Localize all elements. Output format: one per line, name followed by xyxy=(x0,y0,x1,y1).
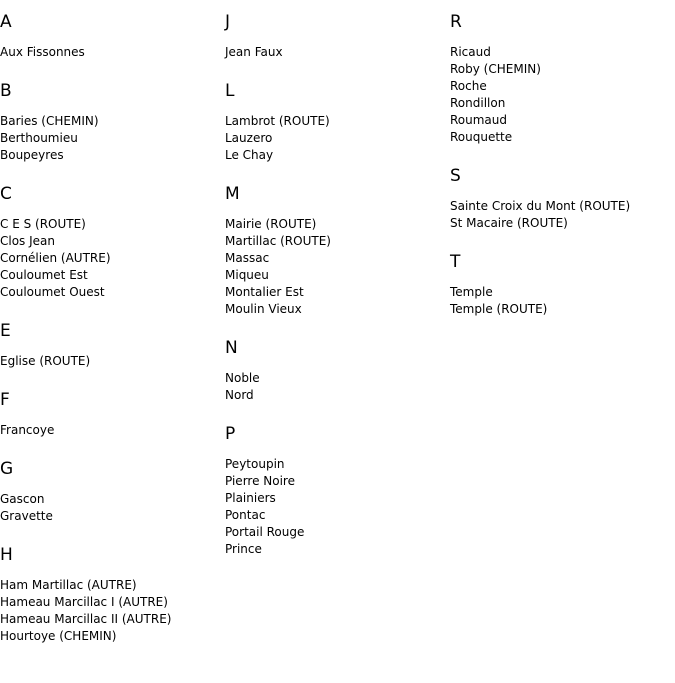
street-link[interactable]: Lauzero xyxy=(225,131,273,145)
letter-heading: E xyxy=(0,321,11,341)
index-column xyxy=(225,12,445,578)
letter-group xyxy=(450,12,670,146)
letter-group xyxy=(0,184,220,301)
street-link[interactable]: Moulin Vieux xyxy=(225,302,302,316)
letter-heading: A xyxy=(0,12,12,32)
street-link[interactable]: Noble xyxy=(225,371,260,385)
street-link[interactable]: Montalier Est xyxy=(225,285,304,299)
street-link[interactable]: Rouquette xyxy=(450,130,513,144)
street-list xyxy=(0,491,220,525)
street-list xyxy=(0,353,220,370)
street-link[interactable]: Ricaud xyxy=(450,45,491,59)
letter-group xyxy=(0,321,220,370)
index-column xyxy=(450,12,670,338)
letter-heading: P xyxy=(225,424,236,444)
street-link[interactable]: Hameau Marcillac I (AUTRE) xyxy=(0,595,168,609)
letter-heading: L xyxy=(225,81,235,101)
street-list xyxy=(0,113,220,164)
street-link[interactable]: Francoye xyxy=(0,423,55,437)
index-column xyxy=(0,12,220,665)
letter-group xyxy=(0,81,220,164)
street-link[interactable]: Gravette xyxy=(0,509,53,523)
street-list xyxy=(225,456,445,558)
street-link[interactable]: Clos Jean xyxy=(0,234,56,248)
street-link[interactable]: Prince xyxy=(225,542,262,556)
street-link[interactable]: Roumaud xyxy=(450,113,508,127)
letter-group xyxy=(0,390,220,439)
street-link[interactable]: Pontac xyxy=(225,508,266,522)
letter-group xyxy=(225,81,445,164)
letter-heading: C xyxy=(0,184,12,204)
street-link[interactable]: Mairie (ROUTE) xyxy=(225,217,317,231)
street-link[interactable]: Roby (CHEMIN) xyxy=(450,62,541,76)
street-link[interactable]: Portail Rouge xyxy=(225,525,305,539)
letter-group xyxy=(450,166,670,232)
street-list xyxy=(0,577,220,645)
street-link[interactable]: St Macaire (ROUTE) xyxy=(450,216,568,230)
letter-heading: B xyxy=(0,81,12,101)
letter-heading: J xyxy=(225,12,231,32)
street-list xyxy=(450,44,670,146)
letter-group xyxy=(225,338,445,404)
street-list xyxy=(225,370,445,404)
street-link[interactable]: Temple xyxy=(450,285,493,299)
letter-heading: F xyxy=(0,390,10,410)
letter-heading: R xyxy=(450,12,462,32)
street-link[interactable]: Baries (CHEMIN) xyxy=(0,114,99,128)
street-link[interactable]: Aux Fissonnes xyxy=(0,45,85,59)
street-link[interactable]: Ham Martillac (AUTRE) xyxy=(0,578,137,592)
letter-group xyxy=(225,424,445,558)
street-link[interactable]: Roche xyxy=(450,79,487,93)
street-link[interactable]: Massac xyxy=(225,251,270,265)
letter-heading: T xyxy=(450,252,461,272)
letter-heading: N xyxy=(225,338,238,358)
street-list xyxy=(450,284,670,318)
street-link[interactable]: Nord xyxy=(225,388,254,402)
street-link[interactable]: Rondillon xyxy=(450,96,506,110)
street-list xyxy=(450,198,670,232)
street-list xyxy=(225,216,445,318)
street-link[interactable]: Jean Faux xyxy=(225,45,283,59)
street-link[interactable]: Couloumet Ouest xyxy=(0,285,105,299)
street-link[interactable]: Martillac (ROUTE) xyxy=(225,234,331,248)
street-list xyxy=(225,113,445,164)
letter-group xyxy=(225,12,445,61)
street-list xyxy=(225,44,445,61)
letter-group xyxy=(0,545,220,645)
street-link[interactable]: C E S (ROUTE) xyxy=(0,217,86,231)
street-link[interactable]: Hameau Marcillac II (AUTRE) xyxy=(0,612,172,626)
street-list xyxy=(0,216,220,301)
letter-group xyxy=(0,459,220,525)
street-link[interactable]: Hourtoye (CHEMIN) xyxy=(0,629,117,643)
street-list xyxy=(0,422,220,439)
street-list xyxy=(0,44,220,61)
letter-heading: M xyxy=(225,184,240,204)
street-link[interactable]: Lambrot (ROUTE) xyxy=(225,114,330,128)
street-link[interactable]: Le Chay xyxy=(225,148,274,162)
street-link[interactable]: Sainte Croix du Mont (ROUTE) xyxy=(450,199,631,213)
street-link[interactable]: Peytoupin xyxy=(225,457,285,471)
letter-group xyxy=(450,252,670,318)
street-link[interactable]: Couloumet Est xyxy=(0,268,88,282)
street-link[interactable]: Miqueu xyxy=(225,268,269,282)
street-link[interactable]: Berthoumieu xyxy=(0,131,78,145)
street-link[interactable]: Gascon xyxy=(0,492,45,506)
letter-heading: H xyxy=(0,545,13,565)
letter-group xyxy=(0,12,220,61)
street-link[interactable]: Boupeyres xyxy=(0,148,64,162)
street-link[interactable]: Plainiers xyxy=(225,491,276,505)
street-link[interactable]: Eglise (ROUTE) xyxy=(0,354,91,368)
street-link[interactable]: Cornélien (AUTRE) xyxy=(0,251,111,265)
letter-heading: S xyxy=(450,166,461,186)
street-link[interactable]: Temple (ROUTE) xyxy=(450,302,548,316)
letter-group xyxy=(225,184,445,318)
street-link[interactable]: Pierre Noire xyxy=(225,474,295,488)
letter-heading: G xyxy=(0,459,14,479)
